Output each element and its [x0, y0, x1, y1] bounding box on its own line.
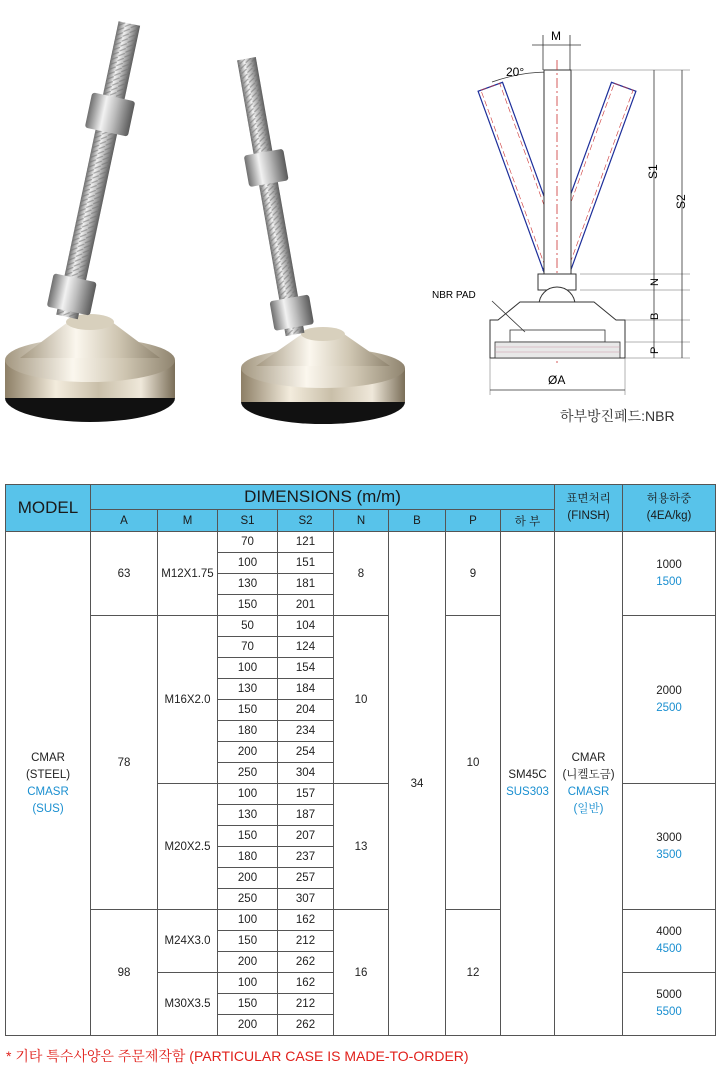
s2-value: 262 [278, 952, 334, 973]
s1-value: 150 [218, 700, 278, 721]
s2-value: 212 [278, 931, 334, 952]
s2-value: 124 [278, 637, 334, 658]
header-s1: S1 [218, 510, 278, 532]
s1-value: 150 [218, 931, 278, 952]
a-value: 78 [91, 616, 158, 910]
header-s2: S2 [278, 510, 334, 532]
s2-value: 307 [278, 889, 334, 910]
b-value: 34 [389, 532, 446, 1036]
s2-value: 207 [278, 826, 334, 847]
load-cell: 3000 3500 [623, 784, 716, 910]
label-p: P [649, 346, 661, 354]
load-cell: 4000 4500 [623, 910, 716, 973]
m-value: M30X3.5 [158, 973, 218, 1036]
label-s1: S1 [646, 164, 660, 179]
s1-value: 200 [218, 952, 278, 973]
m-value: M16X2.0 [158, 616, 218, 784]
diagram-caption: 하부방진페드:NBR [560, 408, 675, 424]
n-value: 10 [334, 616, 389, 784]
s2-value: 201 [278, 595, 334, 616]
label-angle: 20° [506, 65, 525, 79]
s1-value: 200 [218, 868, 278, 889]
s1-value: 70 [218, 532, 278, 553]
load-cell: 1000 1500 [623, 532, 716, 616]
header-b: B [389, 510, 446, 532]
header-dimensions: DIMENSIONS (m/m) [91, 485, 555, 510]
a-value: 63 [91, 532, 158, 616]
header-model: MODEL [6, 485, 91, 532]
label-b: B [649, 312, 661, 320]
s1-value: 70 [218, 637, 278, 658]
label-m: M [551, 29, 561, 43]
s1-value: 200 [218, 742, 278, 763]
m-value: M20X2.5 [158, 784, 218, 910]
s2-value: 104 [278, 616, 334, 637]
p-value: 9 [446, 532, 501, 616]
s1-value: 130 [218, 574, 278, 595]
s2-value: 257 [278, 868, 334, 889]
leveling-foot-left [5, 19, 175, 422]
footnote: * 기타 특수사양은 주문제작함 (PARTICULAR CASE IS MADE-TO-ORDER) [6, 1048, 469, 1064]
product-photo [0, 0, 420, 430]
header-n: N [334, 510, 389, 532]
s2-value: 234 [278, 721, 334, 742]
label-nbr-pad: NBR PAD [432, 290, 476, 301]
s1-value: 100 [218, 910, 278, 931]
s1-value: 180 [218, 847, 278, 868]
s1-value: 250 [218, 889, 278, 910]
load-cell: 5000 5500 [623, 973, 716, 1036]
s2-value: 151 [278, 553, 334, 574]
p-value: 12 [446, 910, 501, 1036]
s1-value: 100 [218, 784, 278, 805]
label-s2: S2 [674, 194, 688, 209]
s1-value: 200 [218, 1015, 278, 1036]
s2-value: 254 [278, 742, 334, 763]
m-value: M12X1.75 [158, 532, 218, 616]
n-value: 13 [334, 784, 389, 910]
leveling-foot-right [227, 55, 405, 424]
n-value: 8 [334, 532, 389, 616]
a-value: 98 [91, 910, 158, 1036]
base-material-cell: SM45C SUS303 [501, 532, 555, 1036]
s2-value: 181 [278, 574, 334, 595]
n-value: 16 [334, 910, 389, 1036]
s2-value: 304 [278, 763, 334, 784]
s2-value: 184 [278, 679, 334, 700]
header-finish: 표면처리 (FINSH) [555, 485, 623, 532]
s2-value: 237 [278, 847, 334, 868]
s2-value: 154 [278, 658, 334, 679]
p-value: 10 [446, 616, 501, 910]
header-base: 하 부 [501, 510, 555, 532]
spec-table [5, 484, 716, 1036]
s1-value: 100 [218, 973, 278, 994]
header-p: P [446, 510, 501, 532]
s1-value: 150 [218, 826, 278, 847]
s1-value: 130 [218, 805, 278, 826]
label-diameter-a: ØA [548, 373, 566, 387]
header-a: A [91, 510, 158, 532]
header-m: M [158, 510, 218, 532]
s2-value: 157 [278, 784, 334, 805]
label-n: N [649, 278, 661, 286]
s2-value: 162 [278, 973, 334, 994]
s1-value: 150 [218, 994, 278, 1015]
s2-value: 121 [278, 532, 334, 553]
m-value: M24X3.0 [158, 910, 218, 973]
model-cell: CMAR (STEEL) CMASR (SUS) [6, 532, 91, 1036]
s1-value: 100 [218, 658, 278, 679]
s2-value: 204 [278, 700, 334, 721]
finish-cell: CMAR (니켈도금) CMASR (일반) [555, 532, 623, 1036]
s2-value: 187 [278, 805, 334, 826]
s1-value: 150 [218, 595, 278, 616]
dimension-diagram [420, 20, 720, 420]
header-load: 허용하중 (4EA/kg) [623, 485, 716, 532]
s1-value: 100 [218, 553, 278, 574]
s2-value: 212 [278, 994, 334, 1015]
s1-value: 50 [218, 616, 278, 637]
s1-value: 180 [218, 721, 278, 742]
s2-value: 162 [278, 910, 334, 931]
s1-value: 130 [218, 679, 278, 700]
load-cell: 2000 2500 [623, 616, 716, 784]
s2-value: 262 [278, 1015, 334, 1036]
s1-value: 250 [218, 763, 278, 784]
